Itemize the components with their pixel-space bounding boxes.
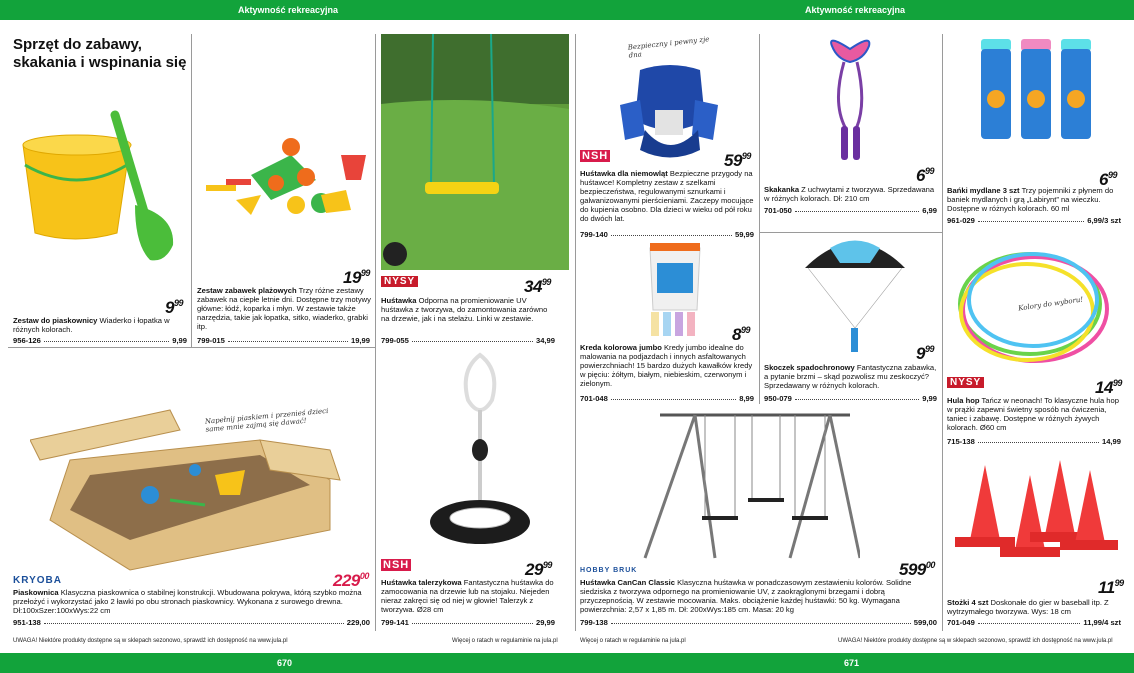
product-desc: Fantastyczna huśtawka do zamocowania na drzewie lub na stojaku. Niejeden nieraz zakręci się od niej w głowie! Talerzyk z tworzywa. Ø28 cm xyxy=(381,578,554,614)
product-desc: Odporna na promieniowanie UV huśtawka z tworzywa, do zamontowania zarówno na drzewie, jak i na stelażu. Linki w zestawie. xyxy=(381,296,548,323)
product-desc: Trzy różne zestawy zabawek na ciepłe letnie dni. Dostępne trzy motywy główne: łódź, koparka i młyn. W zestawie także narzędzia, takie jak łopatka, sitko, wiaderko, grabki itp. xyxy=(197,286,371,331)
soap-bubbles-image xyxy=(975,34,1100,146)
product-desc: Z uchwytami z tworzywa. Sprzedawana w różnych kolorach. Dł: 210 cm xyxy=(764,185,935,203)
price-cones: $11^{99}$ xyxy=(1098,578,1124,597)
code-row: 799-140 59,99 xyxy=(580,230,754,239)
installment-note: Więcej o ratach w regulaminie na jula.pl xyxy=(580,638,686,644)
code-row: 799-138 599,00 xyxy=(580,618,937,627)
product-chalk xyxy=(580,343,755,388)
footer-bar xyxy=(0,653,1134,673)
price-sand-set: $9^{99}$ xyxy=(165,298,183,317)
brand-logo-nysy: NYSY xyxy=(947,377,984,388)
stock-note: UWAGA! Niektóre produkty dostępne są w sklepach sezonowo, sprawdź ich dostępność na www.jula.pl xyxy=(838,638,1113,644)
product-name: Piaskownica xyxy=(13,588,59,597)
product-cones xyxy=(947,598,1125,616)
product-name: Stożki 4 szt xyxy=(947,598,989,607)
product-baby-swing xyxy=(580,169,755,223)
product-hula-hoop xyxy=(947,396,1125,432)
price-swing: $34^{99}$ xyxy=(524,277,551,296)
product-desc: Tańcz w neonach! To klasyczne hula hop w prążki zapewni świetny sposób na ćwiczenia, taniec i zabawę. Dostępne w różnych żywych kolorach. Ø60 cm xyxy=(947,396,1119,432)
header-bar xyxy=(0,0,1134,20)
code-row: 701-049 11,99/4 szt xyxy=(947,618,1121,627)
product-name: Skoczek spadochronowy xyxy=(764,363,855,372)
product-swing-set xyxy=(580,578,938,614)
section-title-right: Aktywność rekreacyjna xyxy=(805,5,906,15)
product-name: Huśtawka dla niemowląt xyxy=(580,169,668,178)
product-desc: Bezpieczne przygody na huśtawce! Kompletny zestaw z szelkami bezpieczeństwa, regulowanymi sznurkami i galwanizowanymi pierścieniami. Zaczepy mocujące do kupienia osobno. Dla dzieci w wieku od pół roku do dwóch lat. xyxy=(580,169,754,223)
product-desc: Wiaderko i łopatka w różnych kolorach. xyxy=(13,316,170,334)
handwritten-note: Bezpieczny i pewny zje dna xyxy=(627,35,710,60)
handwritten-note: Napełnij piaskiem i przenieś dzieci same mnie zajmą się dawać! xyxy=(204,406,329,434)
product-name: Bańki mydlane 3 szt xyxy=(947,186,1020,195)
product-desc: Klasyczna piaskownica o stabilnej konstrukcji. Wbudowana pokrywa, którą szybko można przełożyć i wykorzystać jako 2 ławki po obu stronach piaskownicy. Wykonana z surowego drewna. Dł:100xSzer:100xWys:22 cm xyxy=(13,588,362,615)
brand-logo-nysy: NYSY xyxy=(381,276,418,287)
product-desc: Doskonałe do gier w baseball itp. Z wytrzymałego tworzywa. Wys: 18 cm xyxy=(947,598,1109,616)
product-name: Skakanka xyxy=(764,185,800,194)
tire-swing-image xyxy=(410,350,550,555)
product-name: Zestaw do piaskownicy xyxy=(13,316,98,325)
divider xyxy=(759,34,760,404)
code-row: 961-029 6,99/3 szt xyxy=(947,216,1121,225)
price-beach-set: $19^{99}$ xyxy=(343,268,370,287)
chalk-bucket-image xyxy=(645,238,705,338)
sandbox-image xyxy=(30,400,350,575)
price-bubbles: $6^{99}$ xyxy=(1099,170,1117,189)
price-tire-swing: $29^{99}$ xyxy=(525,560,552,579)
brand-logo-nsh: NSH xyxy=(383,559,410,571)
product-sandbox xyxy=(13,588,368,615)
code-row: 950-079 9,99 xyxy=(764,394,937,403)
product-tire-swing xyxy=(381,578,556,614)
installment-note: Więcej o ratach w regulaminie na jula.pl xyxy=(452,638,558,644)
product-name: Huśtawka CanCan Classic xyxy=(580,578,675,587)
product-swing xyxy=(381,296,551,323)
product-desc: Trzy pojemniki z płynem do baniek mydlanych i grą „Labirynt” na wieczku. Dostępne w różnych kolorach. 60 ml xyxy=(947,186,1114,213)
product-name: Huśtawka talerzykowa xyxy=(381,578,462,587)
product-name: Hula hop xyxy=(947,396,980,405)
brand-logo-hobby-bruk: HOBBY BRUK xyxy=(580,567,638,574)
brand-logo-kryoba: KRYOBA xyxy=(13,575,62,586)
parachute-image xyxy=(800,228,910,358)
price-baby-swing: $59^{99}$ xyxy=(724,151,751,170)
price-swing-set: $599^{00}$ xyxy=(899,560,935,579)
divider xyxy=(942,34,943,631)
beach-toys-image xyxy=(196,135,371,230)
code-row: 701-048 8,99 xyxy=(580,394,754,403)
product-name: Zestaw zabawek plażowych xyxy=(197,286,297,295)
code-row: 701-050 6,99 xyxy=(764,206,937,215)
product-parachute xyxy=(764,363,939,390)
product-name: Kreda kolorowa jumbo xyxy=(580,343,662,352)
handwritten-note: Kolory do wyboru! xyxy=(1017,295,1084,313)
price-parachute: $9^{99}$ xyxy=(916,344,934,363)
price-sandbox: $229^{00}$ xyxy=(333,571,369,590)
jump-rope-image xyxy=(822,34,882,164)
product-jump-rope xyxy=(764,185,936,203)
price-jump-rope: $6^{99}$ xyxy=(916,166,934,185)
divider xyxy=(8,347,375,348)
swing-set-image xyxy=(640,410,860,562)
code-row: 956-126 9,99 xyxy=(13,336,187,345)
product-bubbles xyxy=(947,186,1125,213)
code-row: 951-138 229,00 xyxy=(13,618,370,627)
product-desc: Klasyczna huśtawka w ponadczasowym zestawieniu kolorów. Solidne siedziska z tworzywa odpornego na promieniowanie UV, z zaokrąglonymi brzegami i dobrą przyczepnością. W zestawie mocowania. Maks. obciążenie każdej huśtawki: 50 kg. Wymagana powierzchnia: 2,57 x 1,85 m. Dł: 200xWys:185 cm. Masa: 20 kg xyxy=(580,578,912,614)
price-hula-hoop: $14^{99}$ xyxy=(1095,378,1122,397)
page-heading-line1: Sprzęt do zabawy, xyxy=(13,36,142,53)
stock-note: UWAGA! Niektóre produkty dostępne są w sklepach sezonowo, sprawdź ich dostępność na www.jula.pl xyxy=(13,638,288,644)
section-title-left: Aktywność rekreacyjna xyxy=(238,5,339,15)
page-number-right: 671 xyxy=(844,658,860,668)
code-row: 799-055 34,99 xyxy=(381,336,555,345)
product-desc: Fantastyczna zabawka, a pytanie brzmi – skąd pozwolisz mu zeskoczyć? Sprzedawany w różnych kolorach. xyxy=(764,363,937,390)
product-desc: Kredy jumbo idealne do malowania na podjazdach i innych asfaltowanych powierzchniach! 15 bardzo dużych kawałków kredy w pięciu: żółtym, białym, niebieskim, czerwonym i zielonym. xyxy=(580,343,753,388)
code-row: 799-141 29,99 xyxy=(381,618,555,627)
page-number-left: 670 xyxy=(277,658,293,668)
product-beach-set xyxy=(197,286,372,331)
divider xyxy=(375,34,376,631)
swing-photo xyxy=(381,34,569,270)
sand-bucket-image xyxy=(15,105,185,265)
divider xyxy=(191,34,192,347)
page-heading xyxy=(13,36,186,72)
code-row: 799-015 19,99 xyxy=(197,336,370,345)
divider xyxy=(575,34,576,631)
cones-image xyxy=(950,455,1120,565)
product-name: Huśtawka xyxy=(381,296,417,305)
page-heading-line2: skakania i wspinania się xyxy=(13,54,187,71)
baby-swing-image xyxy=(610,60,730,165)
brand-logo-nsh: NSH xyxy=(582,150,609,162)
price-chalk: $8^{99}$ xyxy=(732,325,750,344)
code-row: 715-138 14,99 xyxy=(947,437,1121,446)
product-sand-set xyxy=(13,316,188,334)
